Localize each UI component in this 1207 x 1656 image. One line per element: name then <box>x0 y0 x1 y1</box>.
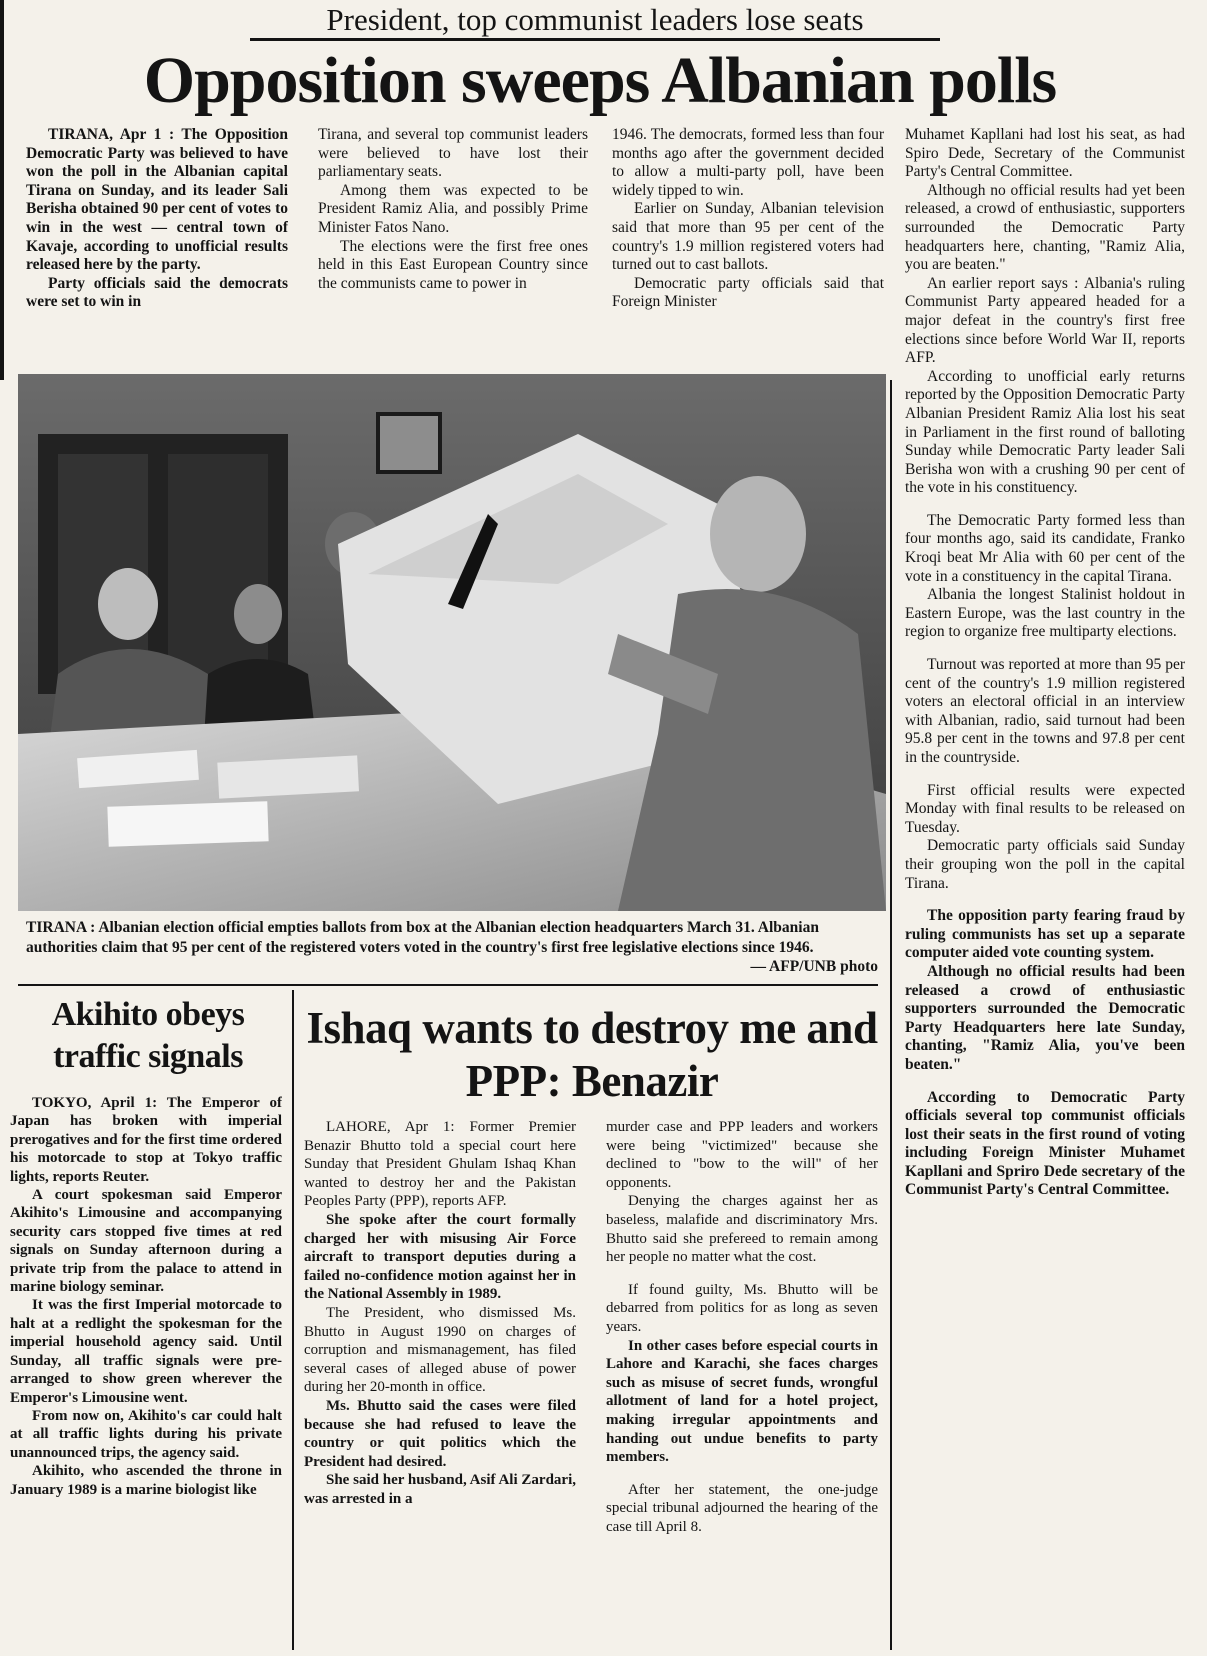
paragraph: Although no official results had been released a crowd of enthusiastic supporters surrounded the Democratic Party Headquarters here late Sunday, chanting, "Ramiz Alia, you've been beaten." <box>905 962 1185 1073</box>
photo-credit: — AFP/UNB photo <box>750 958 878 975</box>
paragraph: Earlier on Sunday, Albanian television said that more than 95 per cent of the country's 1.9 million registered voters had turned out to cast ballots. <box>612 200 884 274</box>
benazir-col-2 <box>606 1118 878 1654</box>
paragraph: Democratic party officials said Sunday their grouping won the poll in the capital Tirana. <box>905 837 1185 892</box>
paragraph: She said her husband, Asif Ali Zardari, was arrested in a <box>304 1472 576 1507</box>
paragraph: Akihito, who ascended the throne in January 1989 is a marine biologist like <box>10 1463 282 1498</box>
paragraph: The Democratic Party formed less than four months ago, said its candidate, Franko Kroqi beat Mr Alia with 60 per cent of the vote in a constituency in the capital Tirana. <box>905 511 1185 585</box>
column-divider <box>292 990 294 1650</box>
paragraph: Turnout was reported at more than 95 per cent of the country's 1.9 million registered voters an electoral official in an interview with Albanian, radio, said turnout had been 95.8 per cent in the towns and 97.8 per cent in the countryside. <box>905 656 1185 766</box>
section-divider <box>18 984 878 986</box>
paragraph: Muhamet Kapllani had lost his seat, as had Spiro Dede, Secretary of the Communist Party's Central Committee. <box>905 126 1185 181</box>
main-article-col-2 <box>318 126 588 364</box>
paragraph: It was the first Imperial motorcade to halt at a redlight the spokesman for the imperial household agency said. Until Sunday, all traffic signals were pre-arranged to show green wherever the Emperor's Limousine went. <box>10 1297 282 1406</box>
paragraph: The President, who dismissed Ms. Bhutto in August 1990 on charges of corruption and mismanagement, has filed several cases of alleged abuse of power during her 20-month in office. <box>304 1304 576 1396</box>
paragraph: Tirana, and several top communist leaders were believed to have lost their parliamentary seats. <box>318 126 588 181</box>
paragraph: A court spokesman said Emperor Akihito's Limousine and accompanying security cars stopped five times at red signals on Sunday afternoon during a private trip from the palace to attend in marine biology seminar. <box>10 1187 282 1296</box>
news-photo <box>18 374 886 911</box>
main-article-col-3 <box>612 126 884 364</box>
paragraph: TIRANA, Apr 1 : The Opposition Democratic Party was believed to have won the poll in the Albanian capital Tirana on Sunday, and its leader Sali Berisha obtained 90 per cent of votes to win in the west — central town of Kavaje, according to unofficial results released here by the party. <box>26 126 288 274</box>
paragraph: According to unofficial early returns reported by the Opposition Democratic Party Albanian President Ramiz Alia lost his seat in Parliament in the first round of balloting Sunday while Democratic Party leader Sali Berisha won with a crushing 90 per cent of the vote in his constituency. <box>905 367 1185 497</box>
paragraph: Denying the charges against her as baseless, malafide and discriminatory Mrs. Bhutto said she prefereed to remain among her people no matter what the cost. <box>606 1193 878 1266</box>
paragraph: After her statement, the one-judge special tribunal adjourned the hearing of the case till April 8. <box>606 1481 878 1535</box>
paragraph: Albania the longest Stalinist holdout in Eastern Europe, was the last country in the region to organize free multiparty elections. <box>905 586 1185 641</box>
paragraph: The elections were the first free ones held in this East European Country since the communists came to power in <box>318 237 588 292</box>
paragraph: From now on, Akihito's car could halt at all traffic lights during his private unannounced trips, the agency said. <box>10 1407 282 1461</box>
main-article-col-4 <box>905 126 1185 1652</box>
page-edge-rule <box>0 0 4 380</box>
headline: Opposition sweeps Albanian polls <box>143 44 1057 117</box>
paragraph: murder case and PPP leaders and workers were being "victimized" because she declined to "bow to the will" of her opponents. <box>606 1119 878 1191</box>
paragraph: Among them was expected to be President Ramiz Alia, and possibly Prime Minister Fatos Nano. <box>318 181 588 236</box>
paragraph: According to Democratic Party officials several top communist officials lost their seats in the first round of voting including Foreign Minister Muhamet Kapllani and Spriro Dede secretary of the Communist Party's Central Committee. <box>905 1088 1185 1199</box>
paragraph: Although no official results had yet been released, a crowd of enthusiastic, supporters surrounded the Democratic Party headquarters here, chanting, "Ramiz Alia, you are beaten." <box>905 181 1185 274</box>
paragraph: An earlier report says : Albania's ruling Communist Party appeared headed for a major defeat in the country's first free elections since before World War II, reports AFP. <box>905 274 1185 367</box>
paragraph: 1946. The democrats, formed less than four months ago after the government decided to allow a multi-party poll, have been widely tipped to win. <box>612 126 884 199</box>
paragraph: LAHORE, Apr 1: Former Premier Benazir Bhutto told a special court here Sunday that President Ghulam Ishaq Khan wanted to destroy her and the Pakistan Peoples Party (PPP), reports AFP. <box>304 1119 576 1210</box>
photo-caption-block <box>26 918 878 978</box>
benazir-headline: Ishaq wants to destroy me and PPP: Benazir <box>306 1003 878 1106</box>
paragraph: Ms. Bhutto said the cases were filed because she had refused to leave the country or quit politics which the President had desired. <box>304 1397 576 1470</box>
paragraph: First official results were expected Monday with final results to be released on Tuesday. <box>905 781 1185 836</box>
news-photo-illustration <box>18 374 886 911</box>
photo-caption: TIRANA : Albanian election official empties ballots from box at the Albanian election headquarters March 31. Albanian authorities claim that 95 per cent of the registered voters voted in the country's first free legislative elections since 1946. <box>26 919 819 956</box>
main-article-col-1 <box>26 126 288 364</box>
akihito-headline: Akihito obeys traffic signals <box>51 996 245 1075</box>
paragraph: If found guilty, Ms. Bhutto will be debarred from politics for as long as seven years. <box>606 1281 878 1335</box>
paragraph: She spoke after the court formally charged her with misusing Air Force aircraft to transport deputies during a failed no-confidence motion against her in the National Assembly in 1989. <box>304 1211 576 1303</box>
kicker: President, top communist leaders lose seats <box>250 2 940 41</box>
paragraph: In other cases before especial courts in Lahore and Karachi, she faces charges such as misuse of secret funds, wrongful allotment of land for a hotel project, making irregular appointments and handing out undue benefits to party members. <box>606 1337 878 1466</box>
paragraph: Party officials said the democrats were set to win in <box>26 274 288 311</box>
paragraph: The opposition party fearing fraud by ruling communists has set up a separate computer aided vote counting system. <box>905 907 1185 962</box>
benazir-col-1 <box>304 1118 576 1654</box>
paragraph: TOKYO, April 1: The Emperor of Japan has broken with imperial prerogatives and for the first time ordered his motorcade to stop at Tokyo traffic lights, reports Reuter. <box>10 1095 282 1185</box>
akihito-story <box>10 1094 282 1654</box>
column-divider <box>890 380 892 1650</box>
paragraph: Democratic party officials said that Foreign Minister <box>612 274 884 311</box>
